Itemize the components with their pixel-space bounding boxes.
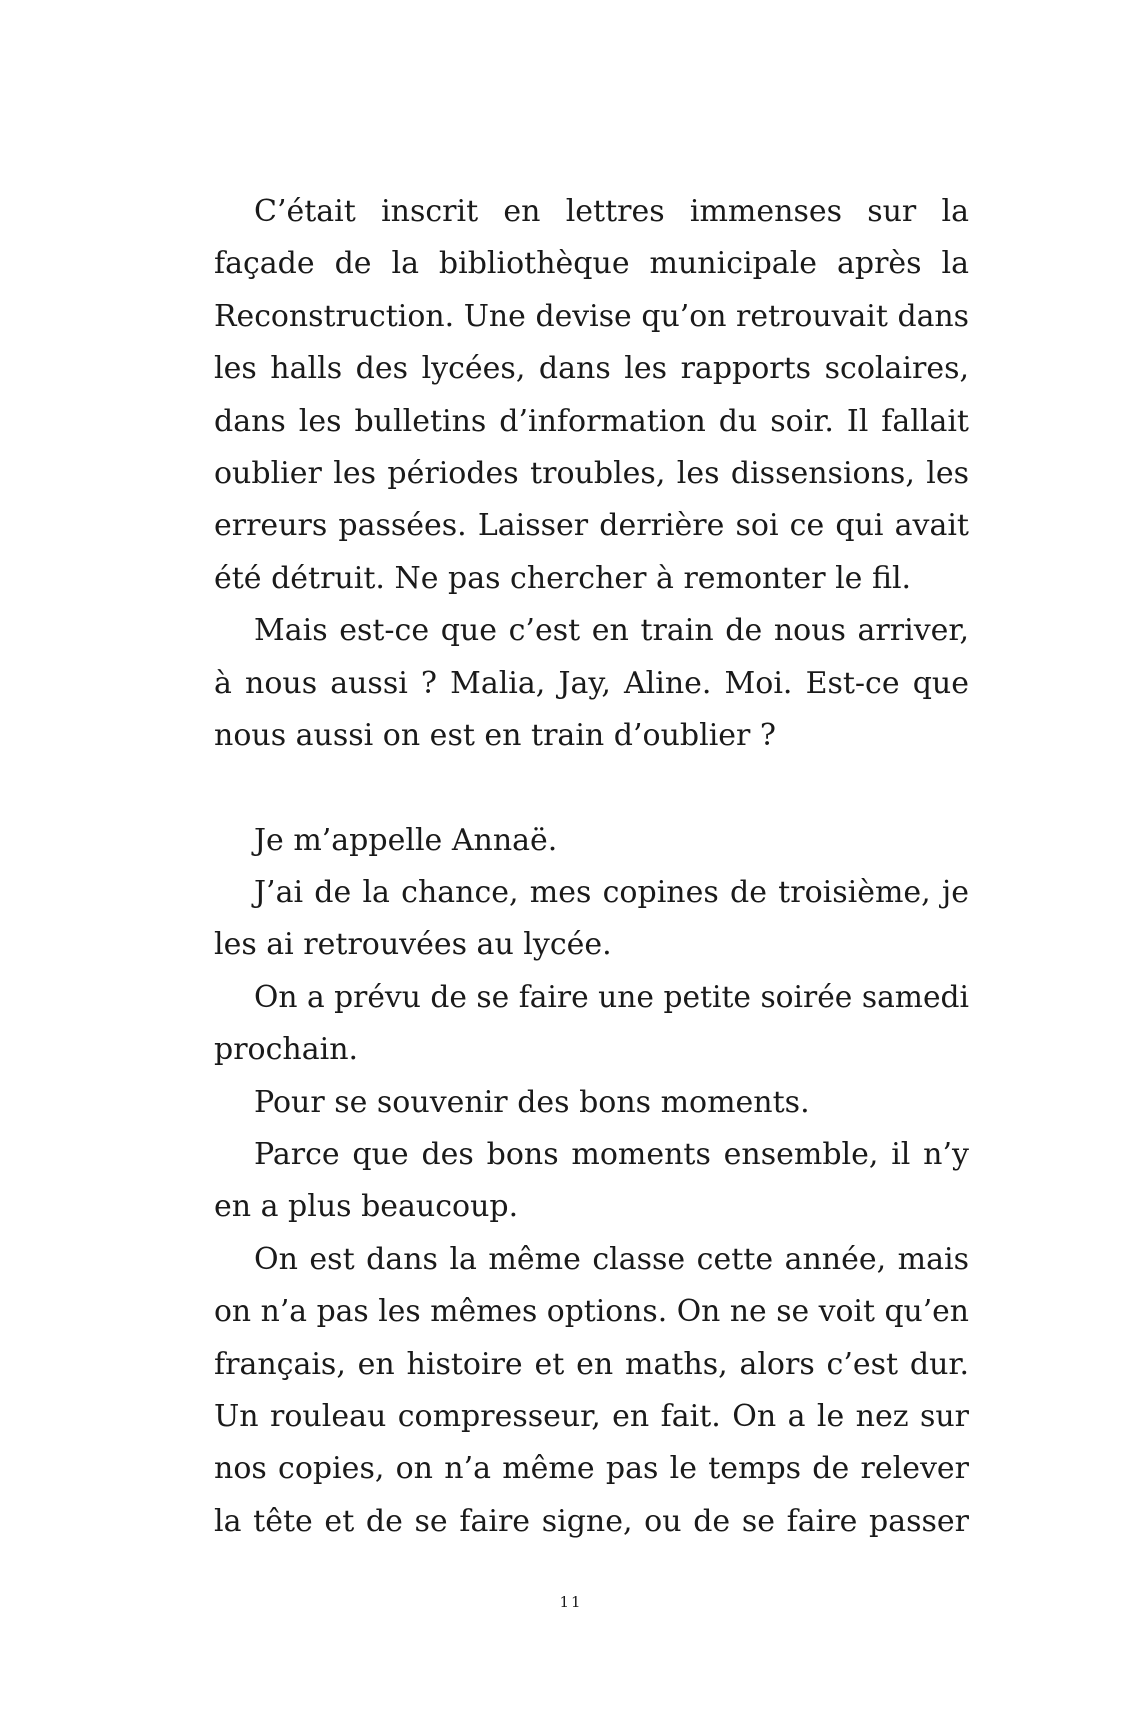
page-number: 11 bbox=[559, 1593, 583, 1611]
body-text bbox=[214, 186, 969, 1548]
text-line: dans les bulletins d’information du soir. Il fallait bbox=[214, 403, 969, 439]
text-line: les halls des lycées, dans les rapports scolaires, bbox=[214, 351, 969, 387]
text-line: nous aussi on est en train d’oublier ? bbox=[214, 717, 777, 753]
text-line: été détruit. Ne pas chercher à remonter le fil. bbox=[214, 560, 912, 596]
text-line: Parce que des bons moments ensemble, il n’y bbox=[254, 1137, 969, 1173]
text-line: C’était inscrit en lettres immenses sur la bbox=[254, 194, 969, 229]
text-line: en a plus beaucoup. bbox=[214, 1189, 519, 1225]
text-line: On a prévu de se faire une petite soirée samedi bbox=[254, 979, 969, 1015]
text-line: J’ai de la chance, mes copines de troisième, je bbox=[254, 875, 969, 911]
text-line: erreurs passées. Laisser derrière soi ce qui avait bbox=[214, 508, 969, 544]
text-line: les ai retrouvées au lycée. bbox=[214, 927, 612, 963]
text-line: oublier les périodes troubles, les dissensions, les bbox=[214, 455, 969, 491]
text-line: on n’a pas les mêmes options. On ne se voit qu’en bbox=[214, 1294, 969, 1330]
text-line: On est dans la même classe cette année, mais bbox=[254, 1241, 969, 1277]
text-line: Un rouleau compresseur, en fait. On a le nez sur bbox=[214, 1398, 969, 1434]
text-line: Mais est-ce que c’est en train de nous arriver, bbox=[254, 613, 969, 649]
text-line: Pour se souvenir des bons moments. bbox=[254, 1084, 810, 1120]
text-line: Je m’appelle Annaë. bbox=[254, 822, 558, 858]
text-line: nos copies, on n’a même pas le temps de relever bbox=[214, 1451, 969, 1487]
text-line: la tête et de se faire signe, ou de se faire passer bbox=[214, 1503, 969, 1539]
text-line: à nous aussi ? Malia, Jay, Aline. Moi. Est-ce que bbox=[214, 665, 969, 701]
text-line: Reconstruction. Une devise qu’on retrouvait dans bbox=[214, 298, 969, 334]
section-break bbox=[214, 762, 969, 814]
text-line: prochain. bbox=[214, 1032, 359, 1068]
text-line: français, en histoire et en maths, alors c’est dur. bbox=[214, 1346, 969, 1382]
text-line: façade de la bibliothèque municipale après la bbox=[214, 246, 969, 282]
